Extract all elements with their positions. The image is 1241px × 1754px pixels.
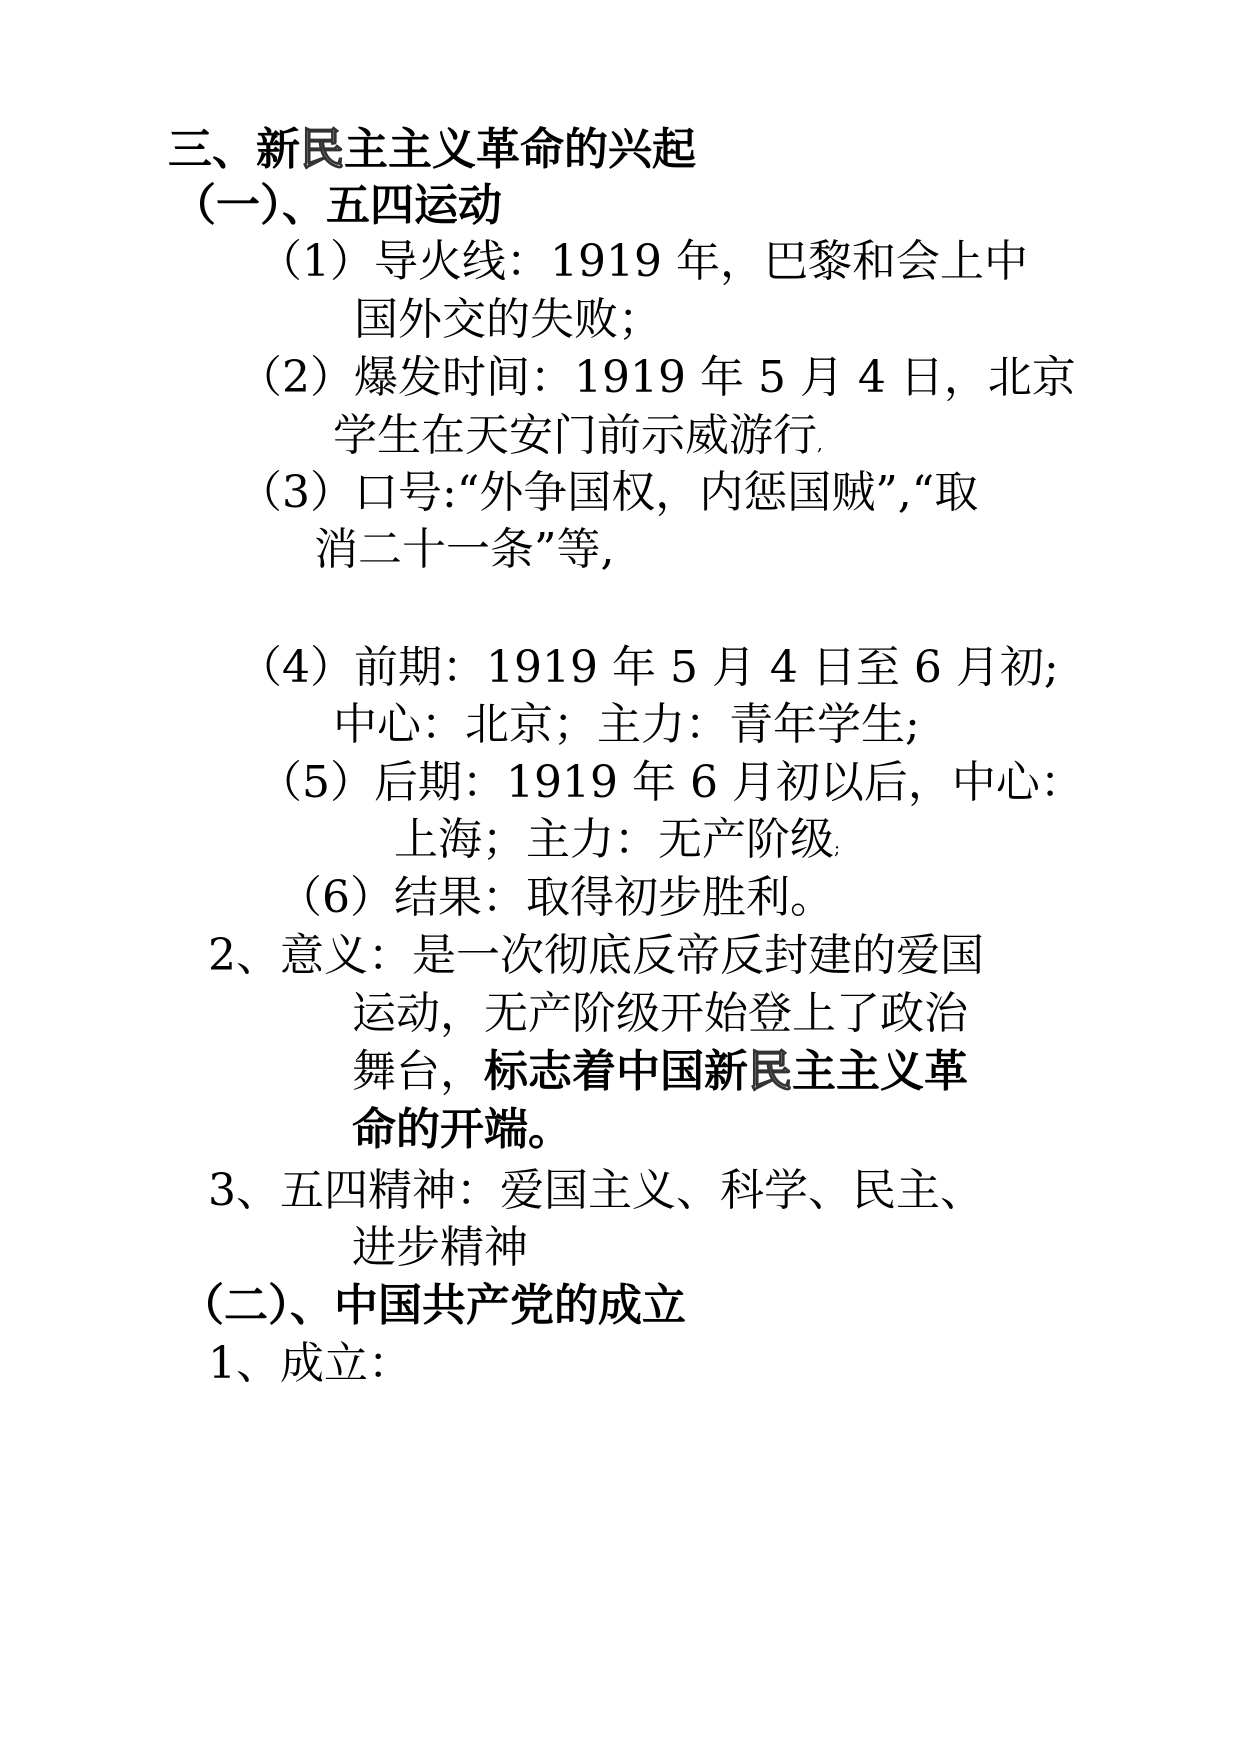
meaning-line-2: 运动，无产阶级开始登上了政治 (352, 988, 968, 1039)
item-1-line-1: （1）导火线：1919 年，巴黎和会上中 (258, 236, 1028, 287)
item-2-line-1: （2）爆发时间：1919 年 5 月 4 日，北京 (238, 352, 1076, 403)
establish-line: 1、成立： (208, 1338, 412, 1389)
item-5-line-2: 上海；主力：无产阶级; (394, 814, 841, 865)
section-heading-ccp: （二）、中国共产党的成立 (180, 1280, 686, 1331)
meaning-line-4: 命的开端。 (352, 1104, 572, 1155)
item-4-line-2: 中心：北京；主力：青年学生; (333, 699, 920, 750)
item-2-line-2: 学生在天安门前示威游行, (333, 410, 823, 461)
item-1-line-2: 国外交的失败； (354, 294, 662, 345)
item-6: （6）结果：取得初步胜利。 (278, 872, 834, 923)
item-3-line-2: 消二十一条”等, (314, 524, 615, 575)
item-3-line-1: （3）口号:“外争国权，内惩国贼”,“取 (238, 467, 979, 518)
meaning-line-3: 舞台，标志着中国新民主主义革 (352, 1046, 968, 1097)
outlined-char: 民 (748, 1046, 792, 1097)
page-title: 三、新民主主义革命的兴起 (168, 124, 696, 175)
item-4-line-1: （4）前期：1919 年 5 月 4 日至 6 月初; (238, 642, 1059, 693)
outlined-char: 民 (300, 124, 344, 175)
meaning-line-1: 2、意义：是一次彻底反帝反封建的爱国 (208, 930, 984, 981)
spirit-line-1: 3、五四精神：爱国主义、科学、民主、 (208, 1165, 984, 1216)
spirit-line-2: 进步精神 (352, 1222, 528, 1273)
section-heading-may-fourth: （一）、五四运动 (172, 180, 502, 231)
item-5-line-1: （5）后期：1919 年 6 月初以后，中心： (258, 757, 1084, 808)
